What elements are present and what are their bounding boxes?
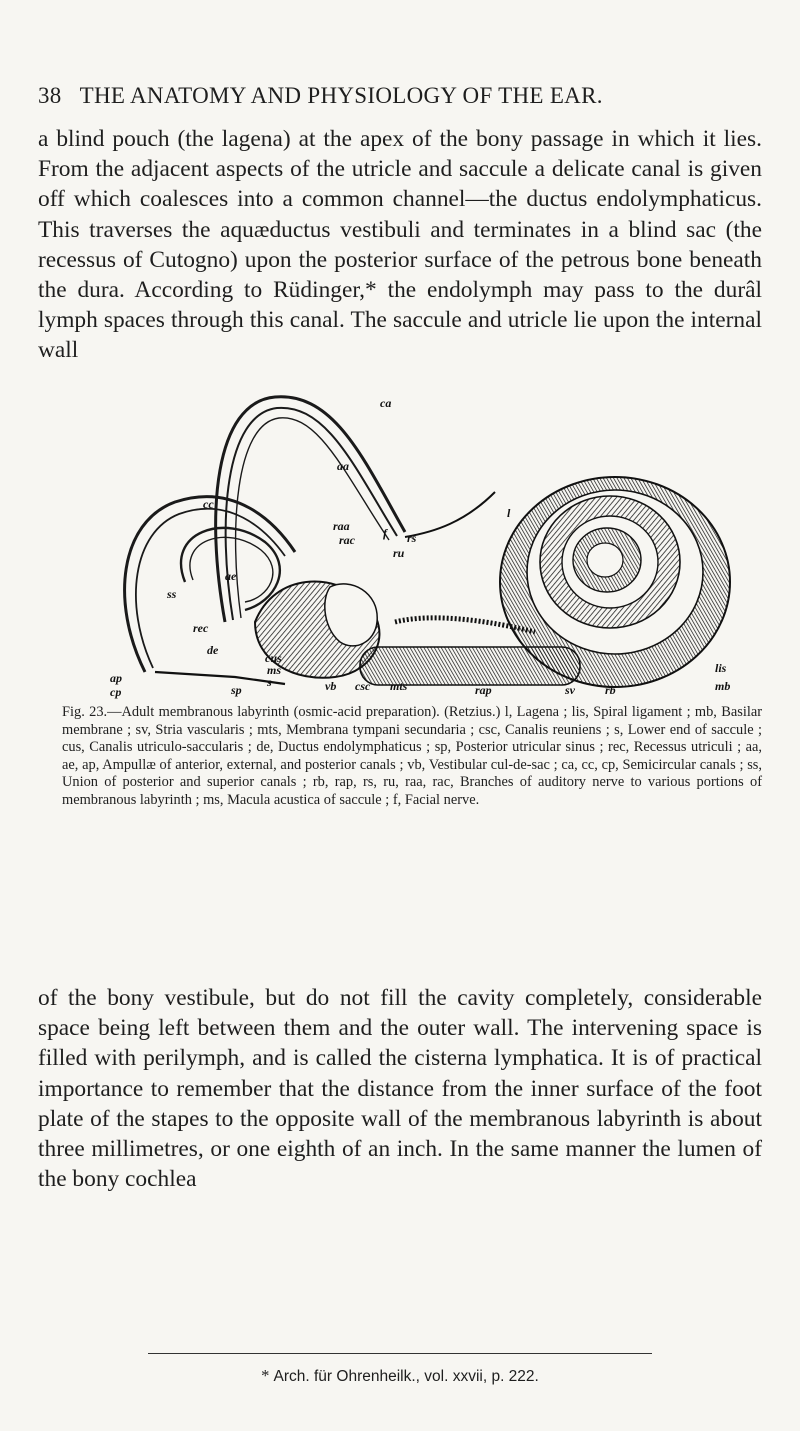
label-ru: ru [393, 546, 405, 560]
footnote-text: Arch. für Ohrenheilk., vol. xxvii, p. 222. [273, 1368, 539, 1385]
footnote [0, 1366, 800, 1386]
label-rb: rb [605, 683, 616, 697]
label-raa: raa [333, 519, 350, 533]
caption-text: —Adult membranous labyrinth (osmic-acid preparation). (Retzius.) l, Lagena ; lis, Spiral ligament ; mb, Basilar membrane ; sv, Stria vascularis ; mts, Membrana tympani secundaria ; csc, Canalis reuniens ; s, Lower end of saccule ; cus, Canalis utriculo-saccularis ; de, Ductus endolymphaticus ; sp, Posterior utricular sinus ; rec, Recessus utriculi ; aa, ae, ap, Ampullæ of anterior, external, and posterior canals ; vb, Vestibular cul-de-sac ; ca, cc, cp, Semicircular canals ; ss, Union of posterior and superior canals ; rb, rap, rs, ru, raa, rac, Branches of auditory nerve to various portions of membranous labyrinth ; ms, Macula acustica of saccule ; f, Facial nerve. [62, 704, 762, 808]
label-mb: mb [715, 679, 731, 693]
figure-caption [62, 704, 762, 810]
label-rs: rs [407, 531, 417, 545]
cochlea [500, 477, 730, 687]
page-number: 38 [38, 83, 62, 108]
label-ae: ae [225, 569, 237, 583]
footnote-marker: * [261, 1366, 270, 1385]
label-vb: vb [325, 679, 337, 693]
label-de: de [207, 643, 219, 657]
label-cc: cc [203, 497, 214, 511]
body-paragraph-2: of the bony vestibule, but do not fill the cavity completely, considerable space being left between them and the outer wall. The intervening space is filled with perilymph, and is called the cisterna lymphatica. It is of practical importance to remember that the distance from the inner surface of the foot plate of the stapes to the opposite wall of the membranous labyrinth is about three millimetres, or one eighth of an inch. In the same manner the lumen of the bony cochlea [38, 985, 762, 1193]
footnote-divider [148, 1353, 652, 1354]
labyrinth-figure [105, 372, 745, 700]
label-s: s [267, 675, 272, 689]
label-rap: rap [475, 683, 492, 697]
running-title: THE ANATOMY AND PHYSIOLOGY OF THE EAR. [79, 83, 603, 108]
label-ms: ms [267, 663, 282, 677]
running-header [38, 83, 738, 109]
label-f: f [383, 526, 387, 540]
label-sp: sp [231, 683, 242, 697]
label-ap: ap [110, 671, 122, 685]
label-aa: aa [337, 459, 349, 473]
label-sv: sv [565, 683, 575, 697]
label-ca: ca [380, 396, 392, 410]
label-lis: lis [715, 661, 727, 675]
label-ss: ss [167, 587, 177, 601]
label-cus: cus [265, 651, 282, 665]
label-rac: rac [339, 533, 355, 547]
label-csc: csc [355, 679, 371, 693]
labyrinth-illustration [105, 372, 745, 700]
label-rec: rec [193, 621, 209, 635]
body-paragraph-1: a blind pouch (the lagena) at the apex of the bony passage in which it lies. From the adjacent aspects of the utricle and saccule a delicate canal is given off which coalesces into a common channel—the ductus endolymphaticus. This traverses the aquæductus vestibuli and terminates in a blind sac (the recessus of Cutogno) upon the posterior surface of the petrous bone beneath the dura. According to Rüdinger,* the endolymph may pass to the durâl lymph spaces through this canal. The saccule and utricle lie upon the internal wall [38, 126, 762, 364]
figure-number: Fig. 23. [62, 704, 108, 720]
label-l: l [507, 506, 511, 520]
label-mts: mts [390, 679, 408, 693]
label-cp: cp [110, 685, 122, 699]
